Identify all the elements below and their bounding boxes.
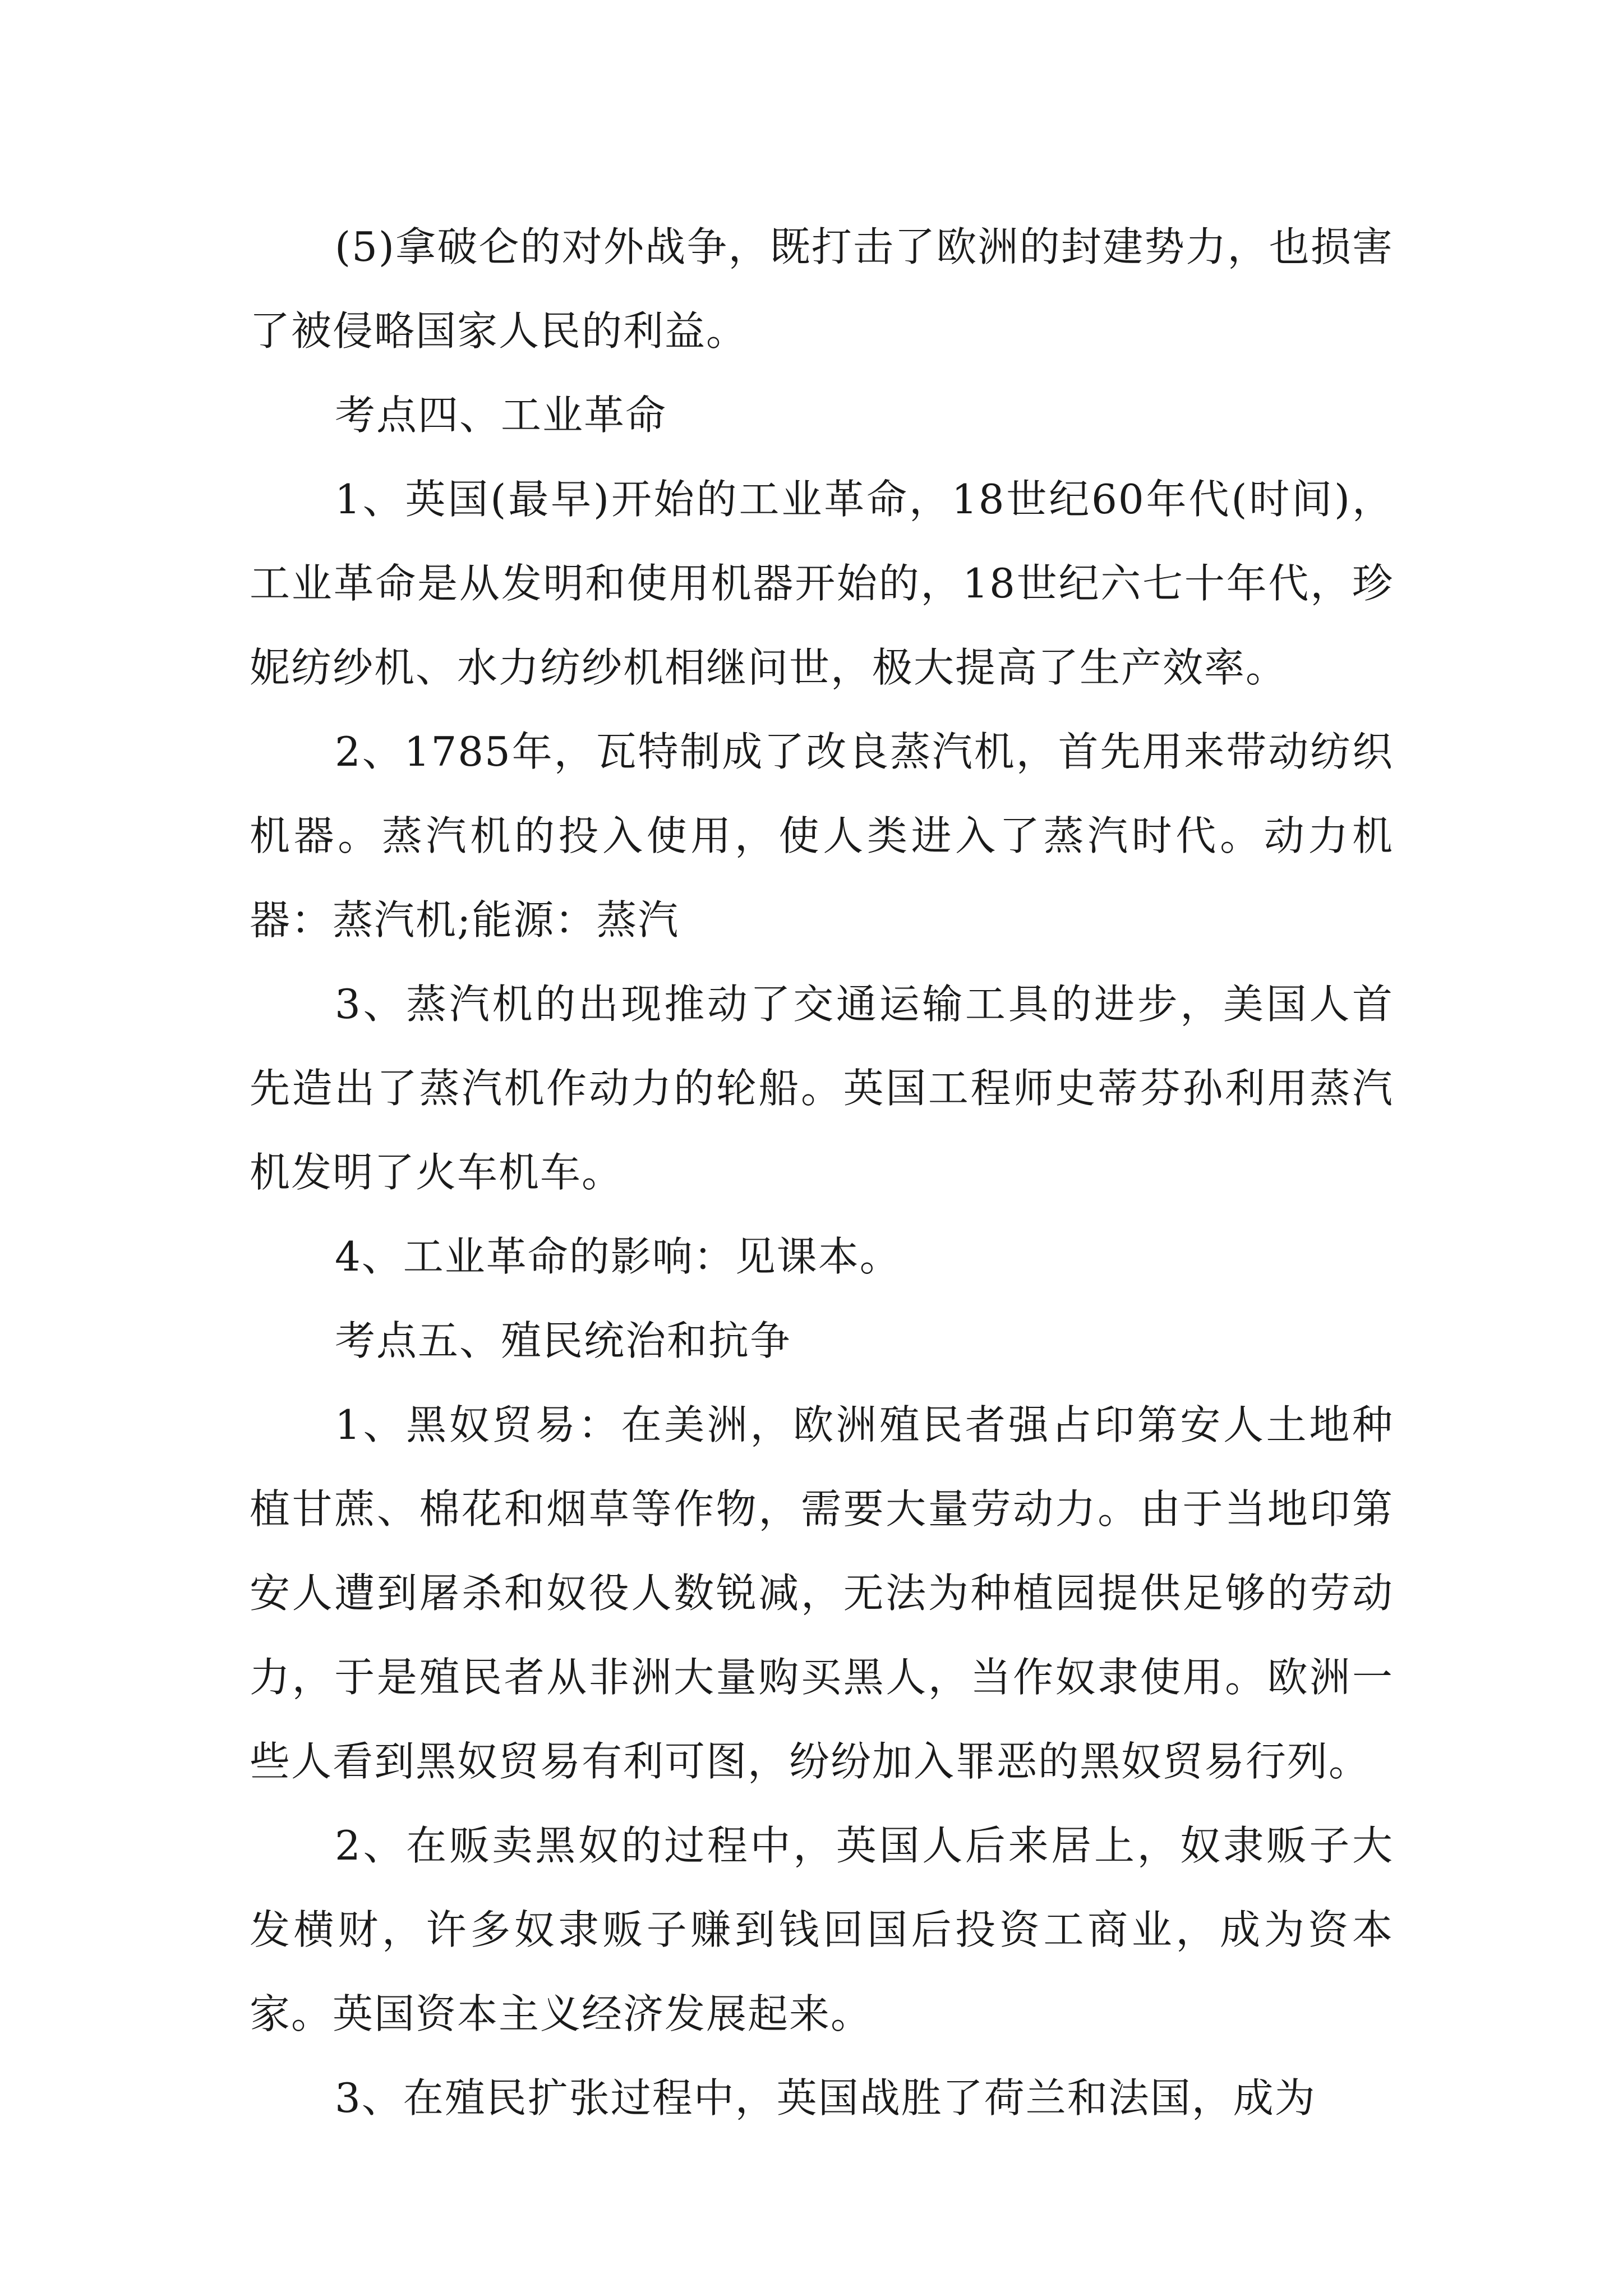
document-body [250,205,1394,2140]
paragraph-industrial-revolution-4: 4、工业革命的影响：见课本。 [335,1233,901,1280]
paragraph-industrial-revolution-2: 2、1785年，瓦特制成了改良蒸汽机，首先用来带动纺织机器。蒸汽机的投入使用，使人类进入了蒸汽时代。动力机器：蒸汽机;能源：蒸汽 [250,728,1394,944]
paragraph-industrial-revolution-3: 3、蒸汽机的出现推动了交通运输工具的进步，美国人首先造出了蒸汽机作动力的轮船。英国工程师史蒂芬孙利用蒸汽机发明了火车机车。 [250,981,1394,1196]
paragraph-colonial-3: 3、在殖民扩张过程中，英国战胜了荷兰和法国，成为 [335,2074,1316,2122]
paragraph-industrial-revolution-1: 1、英国(最早)开始的工业革命，18世纪60年代(时间)，工业革命是从发明和使用机器开始的，18世纪六七十年代，珍妮纺纱机、水力纺纱机相继问世，极大提高了生产效率。 [250,476,1394,691]
heading-exam-point-4: 考点四、工业革命 [335,392,667,439]
heading-exam-point-5: 考点五、殖民统治和抗争 [335,1317,792,1364]
paragraph-napoleon-wars: (5)拿破仑的对外战争，既打击了欧洲的封建势力，也损害了被侵略国家人民的利益。 [250,223,1394,355]
paragraph-colonial-1: 1、黑奴贸易：在美洲，欧洲殖民者强占印第安人土地种植甘蔗、棉花和烟草等作物，需要大量劳动力。由于当地印第安人遭到屠杀和奴役人数锐减，无法为种植园提供足够的劳动力，于是殖民者从非洲大量购买黑人，当作奴隶使用。欧洲一些人看到黑奴贸易有利可图，纷纷加入罪恶的黑奴贸易行列。 [250,1401,1394,1785]
paragraph-colonial-2: 2、在贩卖黑奴的过程中，英国人后来居上，奴隶贩子大发横财，许多奴隶贩子赚到钱回国后投资工商业，成为资本家。英国资本主义经济发展起来。 [250,1822,1394,2037]
